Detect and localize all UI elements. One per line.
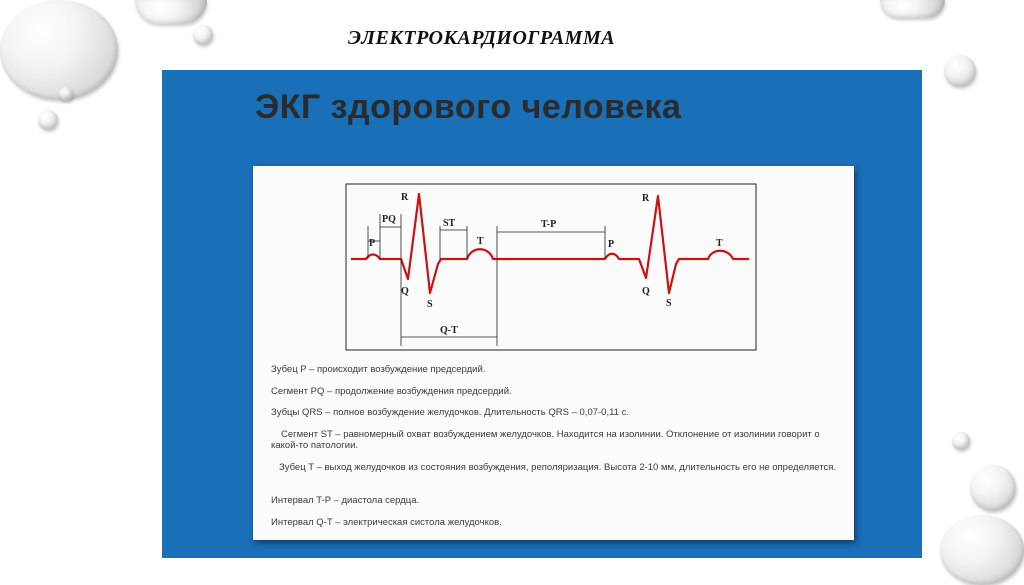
water-drop-decoration (880, 0, 945, 18)
ecg-label-t: T (477, 236, 484, 247)
ecg-label-t2: T (716, 238, 723, 249)
ecg-trace (351, 194, 749, 293)
ecg-label-st: ST (443, 218, 456, 229)
ecg-label-pq: PQ (382, 214, 396, 225)
ecg-label-r2: R (642, 193, 650, 204)
ecg-label-r: R (401, 192, 409, 203)
water-drop-decoration (970, 465, 1016, 511)
water-drop-decoration (940, 515, 1024, 585)
ecg-label-q: Q (401, 286, 409, 297)
panel-heading: ЭКГ здорового человека (255, 88, 682, 126)
desc-p-wave: Зубец P – происходит возбуждение предсердий. (271, 364, 486, 375)
desc-qt-interval: Интервал Q-T – электрическая систола желудочков. (271, 517, 502, 528)
ecg-diagram (253, 166, 854, 356)
slide-title: ЭЛЕКТРОКАРДИОГРАММА (348, 27, 616, 49)
water-drop-decoration (944, 55, 976, 87)
ecg-label-s2: S (666, 298, 672, 309)
ecg-label-p: P (369, 238, 376, 249)
desc-t-wave: Зубец T – выход желудочков из состояния возбуждения, реполяризация. Высота 2-10 мм, длительность его не определяется. (279, 462, 836, 473)
desc-qrs-complex: Зубцы QRS – полное возбуждение желудочков. Длительность QRS – 0,07-0,11 с. (271, 407, 629, 418)
water-drop-decoration (135, 0, 207, 24)
water-drop-decoration (193, 25, 213, 45)
desc-pq-segment: Сегмент PQ – продолжение возбуждения предсердий. (271, 386, 512, 397)
ecg-label-p2: P (608, 239, 615, 250)
ecg-card (253, 166, 854, 540)
water-drop-decoration (952, 432, 970, 450)
ecg-label-s: S (427, 299, 433, 310)
water-drop-decoration (59, 87, 73, 101)
desc-tp-interval: Интервал T-P – диастола сердца. (271, 495, 420, 506)
ecg-label-tp: T-P (541, 219, 557, 230)
ecg-frame (346, 184, 756, 350)
water-drop-decoration (0, 0, 118, 100)
water-drop-decoration (38, 110, 58, 130)
desc-st-segment: Сегмент ST – равномерный охват возбуждением желудочков. Находится на изолинии. Отклонение от изолинии говорит о какой-то патологии. (271, 429, 820, 451)
ecg-label-q2: Q (642, 286, 650, 297)
ecg-label-qt: Q-T (440, 325, 458, 336)
